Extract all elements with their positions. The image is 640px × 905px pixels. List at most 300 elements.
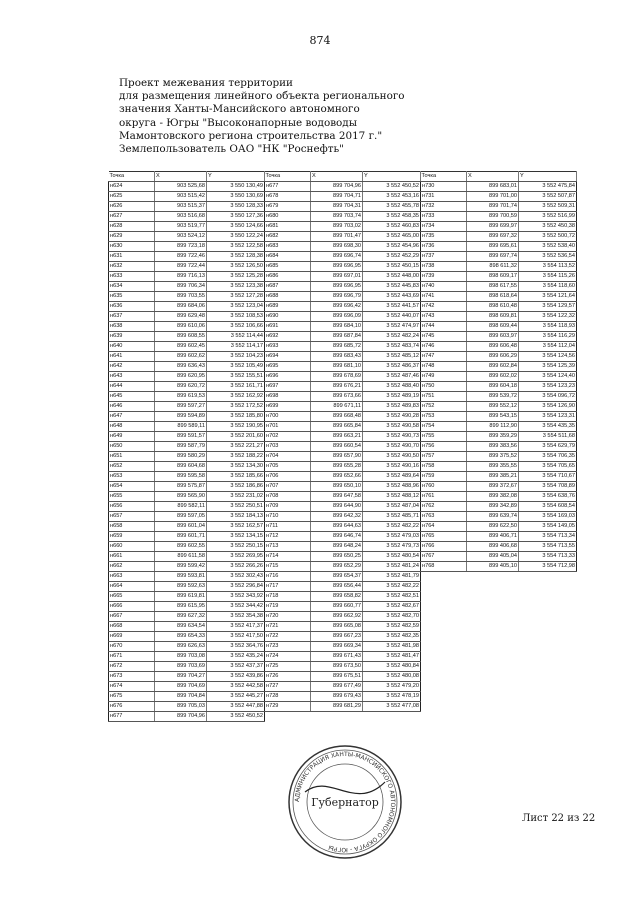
y-coordinate-cell: 3 552 450,38	[519, 222, 577, 232]
x-coordinate-cell: 899 615,95	[155, 602, 207, 612]
x-coordinate-cell: 899 671,11	[311, 402, 363, 412]
x-coordinate-cell: 899 685,72	[311, 342, 363, 352]
point-id-cell: н685	[265, 262, 311, 272]
point-id-cell: н646	[109, 402, 155, 412]
point-id-cell: н696	[265, 372, 311, 382]
y-coordinate-cell: 3 552 439,86	[207, 672, 265, 682]
y-coordinate-cell: 3 550 127,36	[207, 212, 265, 222]
x-coordinate-cell: 899 626,63	[155, 642, 207, 652]
x-coordinate-cell: 899 706,34	[155, 282, 207, 292]
x-coordinate-cell: 899 704,84	[155, 692, 207, 702]
point-id-cell: н651	[109, 452, 155, 462]
table-row	[265, 272, 421, 282]
point-id-cell: н630	[109, 242, 155, 252]
table-row	[109, 462, 265, 472]
x-coordinate-cell: 899 658,82	[311, 592, 363, 602]
point-id-cell: н655	[109, 492, 155, 502]
y-coordinate-cell: 3 552 125,28	[207, 272, 265, 282]
table-row	[109, 182, 265, 192]
x-coordinate-cell: 899 704,27	[155, 672, 207, 682]
x-coordinate-cell: 899 591,57	[155, 432, 207, 442]
x-coordinate-cell: 899 697,74	[467, 252, 519, 262]
y-coordinate-cell: 3 554 116,29	[519, 332, 577, 342]
table-row	[109, 662, 265, 672]
point-id-cell: н660	[109, 542, 155, 552]
point-id-cell: н639	[109, 332, 155, 342]
point-id-cell: н667	[109, 612, 155, 622]
x-coordinate-cell: 899 698,30	[311, 242, 363, 252]
point-id-cell: н703	[265, 442, 311, 452]
point-id-cell: н713	[265, 542, 311, 552]
table-row	[265, 552, 421, 562]
table-row	[265, 362, 421, 372]
y-coordinate-cell: 3 552 296,84	[207, 582, 265, 592]
x-coordinate-cell: 903 516,68	[155, 212, 207, 222]
y-coordinate-cell: 3 554 708,89	[519, 482, 577, 492]
table-row	[265, 512, 421, 522]
x-coordinate-cell: 899 580,29	[155, 452, 207, 462]
x-coordinate-cell: 899 608,55	[155, 332, 207, 342]
x-coordinate-cell: 903 515,42	[155, 192, 207, 202]
y-coordinate-cell: 3 552 507,87	[519, 192, 577, 202]
y-coordinate-cell: 3 554 149,05	[519, 522, 577, 532]
y-coordinate-cell: 3 552 447,88	[207, 702, 265, 712]
x-coordinate-cell: 899 722,44	[155, 262, 207, 272]
x-coordinate-cell: 899 582,11	[155, 502, 207, 512]
header-line: Мамонтовского региона строительства 2017 г."	[119, 129, 383, 142]
x-coordinate-cell: 898 618,64	[467, 292, 519, 302]
y-coordinate-cell: 3 552 480,84	[363, 662, 421, 672]
point-id-cell: н658	[109, 522, 155, 532]
x-coordinate-cell: 899 673,50	[311, 662, 363, 672]
point-id-cell: н636	[109, 302, 155, 312]
table-row	[109, 682, 265, 692]
coordinates-table-2	[264, 171, 421, 712]
x-coordinate-cell: 899 701,00	[467, 192, 519, 202]
table-row	[421, 282, 577, 292]
table-row	[265, 632, 421, 642]
y-coordinate-cell: 3 552 481,79	[363, 572, 421, 582]
table-row	[421, 432, 577, 442]
point-id-cell: н755	[421, 432, 467, 442]
y-coordinate-cell: 3 554 118,60	[519, 282, 577, 292]
point-id-cell: н684	[265, 252, 311, 262]
y-coordinate-cell: 3 552 105,49	[207, 362, 265, 372]
y-coordinate-cell: 3 552 488,40	[363, 382, 421, 392]
table-row	[265, 452, 421, 462]
table-row	[109, 622, 265, 632]
x-coordinate-cell: 899 594,89	[155, 412, 207, 422]
point-id-cell: н641	[109, 352, 155, 362]
x-coordinate-cell: 899 552,12	[467, 402, 519, 412]
x-coordinate-cell: 899 406,68	[467, 542, 519, 552]
x-coordinate-cell: 899 606,29	[467, 352, 519, 362]
x-coordinate-cell: 899 673,66	[311, 392, 363, 402]
x-coordinate-cell: 899 601,04	[155, 522, 207, 532]
table-row	[421, 492, 577, 502]
table-row	[109, 292, 265, 302]
y-coordinate-cell: 3 552 437,37	[207, 662, 265, 672]
x-coordinate-cell: 899 696,42	[311, 302, 363, 312]
y-coordinate-cell: 3 552 440,07	[363, 312, 421, 322]
point-id-cell: н689	[265, 302, 311, 312]
point-id-cell: н705	[265, 462, 311, 472]
y-coordinate-cell: 3 552 123,38	[207, 282, 265, 292]
point-id-cell: н692	[265, 332, 311, 342]
table-row	[421, 462, 577, 472]
y-coordinate-cell: 3 552 114,44	[207, 332, 265, 342]
y-coordinate-cell: 3 554 608,54	[519, 502, 577, 512]
x-coordinate-cell: 899 699,97	[467, 222, 519, 232]
y-coordinate-cell: 3 552 481,47	[363, 652, 421, 662]
y-coordinate-cell: 3 554 124,40	[519, 372, 577, 382]
x-coordinate-cell: 898 611,32	[467, 262, 519, 272]
x-coordinate-cell: 899 622,50	[467, 522, 519, 532]
x-coordinate-cell: 899 723,18	[155, 242, 207, 252]
point-id-cell: н735	[421, 232, 467, 242]
point-id-cell: н711	[265, 522, 311, 532]
point-id-cell: н714	[265, 552, 311, 562]
table-row	[109, 582, 265, 592]
y-coordinate-cell: 3 552 482,51	[363, 592, 421, 602]
x-coordinate-cell: 899 681,10	[311, 362, 363, 372]
table-row	[421, 502, 577, 512]
table-row	[109, 322, 265, 332]
table-row	[265, 392, 421, 402]
point-id-cell: н720	[265, 612, 311, 622]
point-id-cell: н757	[421, 452, 467, 462]
x-coordinate-cell: 899 703,55	[155, 292, 207, 302]
table-row	[109, 512, 265, 522]
x-coordinate-cell: 903 524,12	[155, 232, 207, 242]
y-coordinate-cell: 3 554 118,93	[519, 322, 577, 332]
point-id-cell: н656	[109, 502, 155, 512]
x-coordinate-cell: 899 112,90	[467, 422, 519, 432]
x-coordinate-cell: 899 671,43	[311, 652, 363, 662]
x-coordinate-cell: 898 609,44	[467, 322, 519, 332]
table-row	[421, 262, 577, 272]
y-coordinate-cell: 3 554 096,72	[519, 392, 577, 402]
y-coordinate-cell: 3 552 126,50	[207, 262, 265, 272]
point-id-cell: н701	[265, 422, 311, 432]
column-header-y: Y	[207, 172, 265, 182]
point-id-cell: н698	[265, 392, 311, 402]
point-id-cell: н683	[265, 242, 311, 252]
table-row	[421, 452, 577, 462]
point-id-cell: н704	[265, 452, 311, 462]
x-coordinate-cell: 899 684,10	[311, 322, 363, 332]
x-coordinate-cell: 898 617,55	[467, 282, 519, 292]
y-coordinate-cell: 3 552 481,98	[363, 642, 421, 652]
x-coordinate-cell: 899 704,71	[311, 192, 363, 202]
point-id-cell: н669	[109, 632, 155, 642]
x-coordinate-cell: 899 634,54	[155, 622, 207, 632]
table-row	[109, 382, 265, 392]
table-row	[421, 382, 577, 392]
x-coordinate-cell: 899 382,08	[467, 492, 519, 502]
x-coordinate-cell: 899 667,23	[311, 632, 363, 642]
y-coordinate-cell: 3 552 485,71	[363, 512, 421, 522]
table-row	[265, 202, 421, 212]
point-id-cell: н768	[421, 562, 467, 572]
table-row	[109, 612, 265, 622]
point-id-cell: н761	[421, 492, 467, 502]
y-coordinate-cell: 3 552 454,96	[363, 242, 421, 252]
y-coordinate-cell: 3 550 130,49	[207, 182, 265, 192]
point-id-cell: н627	[109, 212, 155, 222]
y-coordinate-cell: 3 552 343,92	[207, 592, 265, 602]
x-coordinate-cell: 899 602,62	[155, 352, 207, 362]
point-id-cell: н673	[109, 672, 155, 682]
y-coordinate-cell: 3 552 453,16	[363, 192, 421, 202]
table-row	[265, 682, 421, 692]
table-row	[109, 352, 265, 362]
table-row	[421, 272, 577, 282]
y-coordinate-cell: 3 552 162,57	[207, 522, 265, 532]
y-coordinate-cell: 3 552 455,78	[363, 202, 421, 212]
y-coordinate-cell: 3 550 124,66	[207, 222, 265, 232]
y-coordinate-cell: 3 552 489,83	[363, 402, 421, 412]
table-row	[421, 392, 577, 402]
point-id-cell: н626	[109, 202, 155, 212]
x-coordinate-cell: 899 650,25	[311, 552, 363, 562]
y-coordinate-cell: 3 552 475,84	[519, 182, 577, 192]
table-row	[109, 592, 265, 602]
x-coordinate-cell: 899 704,69	[155, 682, 207, 692]
table-row	[265, 412, 421, 422]
table-row	[265, 432, 421, 442]
x-coordinate-cell: 899 593,81	[155, 572, 207, 582]
table-row	[265, 622, 421, 632]
y-coordinate-cell: 3 552 481,24	[363, 562, 421, 572]
table-row	[265, 192, 421, 202]
table-row	[265, 282, 421, 292]
y-coordinate-cell: 3 552 482,70	[363, 612, 421, 622]
point-id-cell: н653	[109, 472, 155, 482]
x-coordinate-cell: 903 519,77	[155, 222, 207, 232]
header-line: значения Ханты-Мансийского автономного	[119, 103, 360, 116]
y-coordinate-cell: 3 552 450,15	[363, 262, 421, 272]
table-row	[265, 692, 421, 702]
y-coordinate-cell: 3 552 122,58	[207, 242, 265, 252]
y-coordinate-cell: 3 554 435,35	[519, 422, 577, 432]
table-row	[421, 442, 577, 452]
table-row	[265, 472, 421, 482]
point-id-cell: н752	[421, 402, 467, 412]
point-id-cell: н679	[265, 202, 311, 212]
y-coordinate-cell: 3 552 127,28	[207, 292, 265, 302]
table-row	[265, 442, 421, 452]
point-id-cell: н712	[265, 532, 311, 542]
point-id-cell: н767	[421, 552, 467, 562]
y-coordinate-cell: 3 552 106,66	[207, 322, 265, 332]
y-coordinate-cell: 3 552 478,19	[363, 692, 421, 702]
table-row	[421, 562, 577, 572]
point-id-cell: н709	[265, 502, 311, 512]
table-row	[109, 712, 265, 722]
point-id-cell: н688	[265, 292, 311, 302]
y-coordinate-cell: 3 552 134,15	[207, 532, 265, 542]
point-id-cell: н727	[265, 682, 311, 692]
header-line: для размещения линейного объекта регионального	[119, 90, 405, 103]
point-id-cell: н645	[109, 392, 155, 402]
table-row	[421, 182, 577, 192]
x-coordinate-cell: 899 602,55	[155, 542, 207, 552]
y-coordinate-cell: 3 552 516,99	[519, 212, 577, 222]
point-id-cell: н763	[421, 512, 467, 522]
point-id-cell: н751	[421, 392, 467, 402]
y-coordinate-cell: 3 554 124,56	[519, 352, 577, 362]
y-coordinate-cell: 3 552 480,54	[363, 552, 421, 562]
seal-center-text: Губернатор	[311, 796, 379, 809]
y-coordinate-cell: 3 554 115,26	[519, 272, 577, 282]
table-row	[265, 302, 421, 312]
y-coordinate-cell: 3 552 482,59	[363, 622, 421, 632]
table-row	[265, 242, 421, 252]
y-coordinate-cell: 3 552 354,38	[207, 612, 265, 622]
header-line: округа - Югры "Высоконапорные водоводы	[119, 116, 357, 129]
table-row	[265, 312, 421, 322]
point-id-cell: н738	[421, 262, 467, 272]
table-row	[109, 422, 265, 432]
point-id-cell: н648	[109, 422, 155, 432]
y-coordinate-cell: 3 554 123,23	[519, 382, 577, 392]
point-id-cell: н758	[421, 462, 467, 472]
table-row	[109, 502, 265, 512]
table-row	[109, 372, 265, 382]
point-id-cell: н702	[265, 432, 311, 442]
y-coordinate-cell: 3 554 511,68	[519, 432, 577, 442]
y-coordinate-cell: 3 552 490,58	[363, 422, 421, 432]
table-row	[421, 522, 577, 532]
y-coordinate-cell: 3 552 269,95	[207, 552, 265, 562]
table-row	[109, 412, 265, 422]
y-coordinate-cell: 3 552 482,22	[363, 522, 421, 532]
y-coordinate-cell: 3 552 490,28	[363, 412, 421, 422]
x-coordinate-cell: 899 372,67	[467, 482, 519, 492]
y-coordinate-cell: 3 552 435,24	[207, 652, 265, 662]
table-row	[109, 602, 265, 612]
seal-ring-text: АДМИНИСТРАЦИЯ ХАНТЫ-МАНСИЙСКОГО АВТОНОМНОГО ОКРУГА - ЮГРЫ	[293, 750, 397, 854]
x-coordinate-cell: 899 406,71	[467, 532, 519, 542]
point-id-cell: н678	[265, 192, 311, 202]
x-coordinate-cell: 899 650,10	[311, 482, 363, 492]
x-coordinate-cell: 899 684,06	[155, 302, 207, 312]
x-coordinate-cell: 899 644,63	[311, 522, 363, 532]
table-row	[265, 342, 421, 352]
point-id-cell: н674	[109, 682, 155, 692]
point-id-cell: н739	[421, 272, 467, 282]
y-coordinate-cell: 3 554 713,34	[519, 532, 577, 542]
x-coordinate-cell: 899 539,72	[467, 392, 519, 402]
table-row	[109, 652, 265, 662]
table-row	[109, 532, 265, 542]
table-row	[265, 262, 421, 272]
point-id-cell: н662	[109, 562, 155, 572]
point-id-cell: н642	[109, 362, 155, 372]
x-coordinate-cell: 899 665,08	[311, 622, 363, 632]
x-coordinate-cell: 899 575,87	[155, 482, 207, 492]
y-coordinate-cell: 3 552 201,60	[207, 432, 265, 442]
column-header-x: X	[155, 172, 207, 182]
y-coordinate-cell: 3 552 123,04	[207, 302, 265, 312]
x-coordinate-cell: 899 660,77	[311, 602, 363, 612]
y-coordinate-cell: 3 554 125,39	[519, 362, 577, 372]
y-coordinate-cell: 3 552 185,80	[207, 412, 265, 422]
signature-stroke	[305, 782, 385, 794]
table-row	[109, 332, 265, 342]
point-id-cell: н766	[421, 542, 467, 552]
x-coordinate-cell: 899 359,29	[467, 432, 519, 442]
point-id-cell: н750	[421, 382, 467, 392]
point-id-cell: н749	[421, 372, 467, 382]
table-row	[109, 282, 265, 292]
table-row	[109, 572, 265, 582]
point-id-cell: н672	[109, 662, 155, 672]
y-coordinate-cell: 3 552 538,40	[519, 242, 577, 252]
table-row	[109, 262, 265, 272]
y-coordinate-cell: 3 552 465,00	[363, 232, 421, 242]
table-row	[109, 242, 265, 252]
table-row	[109, 302, 265, 312]
table-row	[109, 642, 265, 652]
y-coordinate-cell: 3 552 460,83	[363, 222, 421, 232]
table-row	[265, 522, 421, 532]
point-id-cell: н634	[109, 282, 155, 292]
x-coordinate-cell: 899 703,74	[311, 212, 363, 222]
x-coordinate-cell: 899 602,02	[467, 372, 519, 382]
x-coordinate-cell: 899 355,55	[467, 462, 519, 472]
table-row	[265, 322, 421, 332]
x-coordinate-cell: 899 652,66	[311, 472, 363, 482]
table-row	[109, 402, 265, 412]
point-id-cell: н753	[421, 412, 467, 422]
x-coordinate-cell: 899 665,84	[311, 422, 363, 432]
y-coordinate-cell: 3 552 489,19	[363, 392, 421, 402]
point-id-cell: н747	[421, 352, 467, 362]
table-row	[109, 192, 265, 202]
y-coordinate-cell: 3 552 487,04	[363, 502, 421, 512]
point-id-cell: н699	[265, 402, 311, 412]
point-id-cell: н707	[265, 482, 311, 492]
table-row	[109, 632, 265, 642]
y-coordinate-cell: 3 552 489,64	[363, 472, 421, 482]
y-coordinate-cell: 3 552 250,15	[207, 542, 265, 552]
x-coordinate-cell: 899 696,74	[311, 252, 363, 262]
x-coordinate-cell: 899 669,34	[311, 642, 363, 652]
point-id-cell: н706	[265, 472, 311, 482]
x-coordinate-cell: 899 627,32	[155, 612, 207, 622]
point-id-cell: н726	[265, 672, 311, 682]
table-row	[265, 292, 421, 302]
x-coordinate-cell: 899 597,05	[155, 512, 207, 522]
x-coordinate-cell: 899 385,21	[467, 472, 519, 482]
x-coordinate-cell: 899 565,90	[155, 492, 207, 502]
y-coordinate-cell: 3 552 480,08	[363, 672, 421, 682]
x-coordinate-cell: 903 515,37	[155, 202, 207, 212]
point-id-cell: н741	[421, 292, 467, 302]
point-id-cell: н748	[421, 362, 467, 372]
x-coordinate-cell: 899 704,31	[311, 202, 363, 212]
x-coordinate-cell: 899 677,49	[311, 682, 363, 692]
table-row	[265, 332, 421, 342]
x-coordinate-cell: 899 701,74	[467, 202, 519, 212]
column-header-y: Y	[519, 172, 577, 182]
point-id-cell: н746	[421, 342, 467, 352]
table-row	[265, 662, 421, 672]
y-coordinate-cell: 3 554 113,52	[519, 262, 577, 272]
table-row	[265, 402, 421, 412]
